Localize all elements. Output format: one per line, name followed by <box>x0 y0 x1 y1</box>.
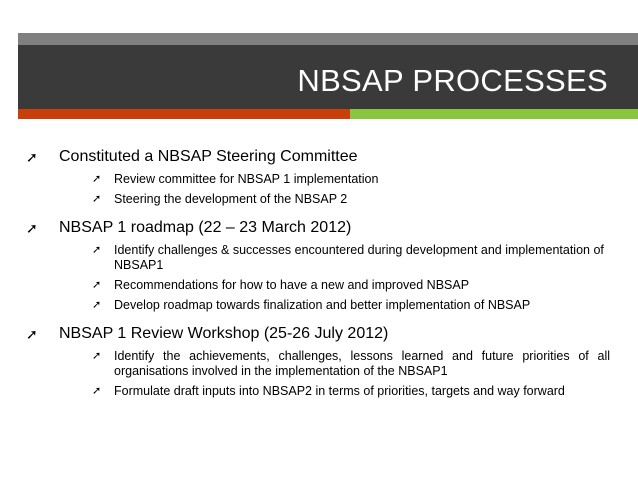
accent-bar-red <box>18 109 350 119</box>
bullet-level2 <box>92 384 610 399</box>
slide-title: NBSAP PROCESSES <box>297 63 608 98</box>
arrow-bullet-icon: ➚ <box>92 173 102 185</box>
arrow-bullet-icon: ➚ <box>92 299 102 311</box>
arrow-bullet-icon: ➚ <box>26 220 38 236</box>
bullet-text: Recommendations for how to have a new and improved NBSAP <box>114 278 470 292</box>
accent-bar-green <box>350 109 638 119</box>
section-heading: Constituted a NBSAP Steering Committee <box>59 148 358 165</box>
subbullet-list <box>92 243 610 313</box>
section-review-workshop <box>26 324 610 399</box>
bullet-text: Develop roadmap towards finalization and better implementation of NBSAP <box>114 298 531 312</box>
bullet-level1 <box>26 147 610 167</box>
bullet-level2 <box>92 243 610 273</box>
bullet-level2 <box>92 298 610 313</box>
bullet-level2 <box>92 278 610 293</box>
section-steering-committee <box>26 147 610 207</box>
bullet-level2 <box>92 172 610 187</box>
bullet-text: Identify challenges & successes encountered during development and implementation of NBSAP1 <box>114 243 604 272</box>
section-roadmap <box>26 218 610 313</box>
arrow-bullet-icon: ➚ <box>26 326 38 342</box>
slide-body <box>26 147 610 410</box>
bullet-level1 <box>26 324 610 344</box>
bullet-level2 <box>92 192 610 207</box>
section-heading: NBSAP 1 roadmap (22 – 23 March 2012) <box>59 219 352 236</box>
title-band <box>18 45 638 109</box>
top-gray-strip <box>18 33 638 45</box>
arrow-bullet-icon: ➚ <box>92 350 102 362</box>
bullet-text: Identify the achievements, challenges, lessons learned and future priorities of all organisations involved in the implementation of the NBSAP1 <box>114 349 610 378</box>
arrow-bullet-icon: ➚ <box>92 244 102 256</box>
arrow-bullet-icon: ➚ <box>92 193 102 205</box>
subbullet-list <box>92 349 610 399</box>
arrow-bullet-icon: ➚ <box>26 149 38 165</box>
section-heading: NBSAP 1 Review Workshop (25-26 July 2012) <box>59 325 389 342</box>
bullet-text: Formulate draft inputs into NBSAP2 in terms of priorities, targets and way forward <box>114 384 565 398</box>
bullet-text: Review committee for NBSAP 1 implementation <box>114 172 379 186</box>
bullet-text: Steering the development of the NBSAP 2 <box>114 192 348 206</box>
arrow-bullet-icon: ➚ <box>92 385 102 397</box>
bullet-level2 <box>92 349 610 379</box>
bullet-level1 <box>26 218 610 238</box>
arrow-bullet-icon: ➚ <box>92 279 102 291</box>
subbullet-list <box>92 172 610 207</box>
